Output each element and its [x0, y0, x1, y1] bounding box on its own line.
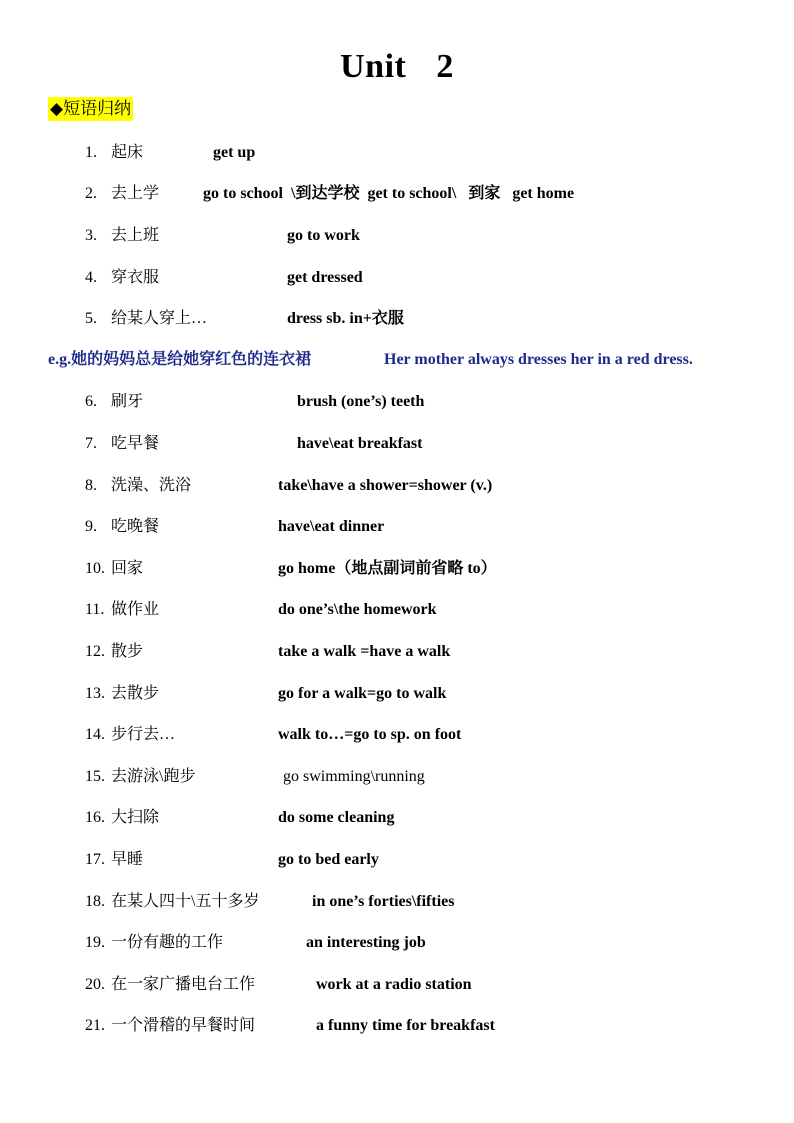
item-chinese: 起床: [111, 144, 144, 161]
item-chinese: 吃晚餐: [111, 518, 160, 535]
item-chinese: 做作业: [111, 601, 160, 618]
item-chinese: 吃早餐: [111, 435, 160, 452]
item-chinese: 步行去…: [111, 726, 176, 743]
section-heading: ◆短语归纳: [48, 97, 133, 121]
item-chinese: 去散步: [111, 685, 160, 702]
item-number: 16.: [85, 809, 105, 826]
item-chinese: 散步: [111, 643, 144, 660]
item-chinese: 去上班: [111, 227, 160, 244]
item-english: go to bed early: [278, 851, 379, 868]
item-english: an interesting job: [306, 934, 426, 951]
item-english: do some cleaning: [278, 809, 395, 826]
item-english: have\eat breakfast: [297, 435, 423, 452]
item-english: get up: [213, 144, 256, 161]
item-english: do one’s\the homework: [278, 601, 437, 618]
item-chinese: 一份有趣的工作: [111, 934, 224, 951]
item-chinese: 刷牙: [111, 393, 144, 410]
item-english: go swimming\running: [283, 768, 425, 785]
item-number: 18.: [85, 893, 105, 910]
item-number: 13.: [85, 685, 105, 702]
item-number: 11.: [85, 601, 105, 618]
item-number: 5.: [85, 310, 97, 327]
item-chinese: 去游泳\跑步: [111, 768, 196, 785]
item-chinese: 回家: [111, 560, 144, 577]
item-english: go home（地点副词前省略 to）: [278, 560, 497, 577]
item-number: 19.: [85, 934, 105, 951]
item-english: take a walk =have a walk: [278, 643, 451, 660]
item-chinese: 去上学: [111, 185, 160, 202]
item-number: 1.: [85, 144, 97, 161]
item-english: a funny time for breakfast: [316, 1017, 495, 1034]
item-english: go for a walk=go to walk: [278, 685, 447, 702]
example-chinese: e.g.她的妈妈总是给她穿红色的连衣裙: [48, 351, 312, 368]
item-english: walk to…=go to sp. on foot: [278, 726, 462, 743]
item-number: 21.: [85, 1017, 105, 1034]
example-sentence: [48, 348, 693, 372]
item-number: 14.: [85, 726, 105, 743]
item-english: brush (one’s) teeth: [297, 393, 425, 410]
title-number: 2: [436, 48, 454, 85]
item-number: 2.: [85, 185, 97, 202]
item-number: 3.: [85, 227, 97, 244]
item-number: 9.: [85, 518, 97, 535]
item-chinese: 给某人穿上…: [111, 310, 208, 327]
item-english: take\have a shower=shower (v.): [278, 477, 493, 494]
item-number: 6.: [85, 393, 97, 410]
item-english: get dressed: [287, 269, 363, 286]
item-number: 12.: [85, 643, 105, 660]
item-chinese: 大扫除: [111, 809, 160, 826]
item-chinese: 在一家广播电台工作: [111, 976, 256, 993]
title-word: Unit: [340, 48, 407, 85]
item-chinese: 在某人四十\五十多岁: [111, 893, 260, 910]
item-chinese: 穿衣服: [111, 269, 160, 286]
example-english: Her mother always dresses her in a red dress.: [384, 351, 693, 368]
item-number: 17.: [85, 851, 105, 868]
item-number: 20.: [85, 976, 105, 993]
item-english: dress sb. in+衣服: [287, 310, 404, 327]
item-number: 10.: [85, 560, 105, 577]
page-title: [0, 48, 794, 86]
item-chinese: 一个滑稽的早餐时间: [111, 1017, 256, 1034]
item-chinese: 早睡: [111, 851, 144, 868]
item-english: go to school \到达学校 get to school\ 到家 get home: [203, 185, 575, 202]
item-english: go to work: [287, 227, 360, 244]
item-chinese: 洗澡、洗浴: [111, 477, 192, 494]
item-number: 4.: [85, 269, 97, 286]
item-number: 7.: [85, 435, 97, 452]
item-number: 8.: [85, 477, 97, 494]
item-english: in one’s forties\fifties: [312, 893, 455, 910]
item-english: have\eat dinner: [278, 518, 385, 535]
item-number: 15.: [85, 768, 105, 785]
item-english: work at a radio station: [316, 976, 472, 993]
